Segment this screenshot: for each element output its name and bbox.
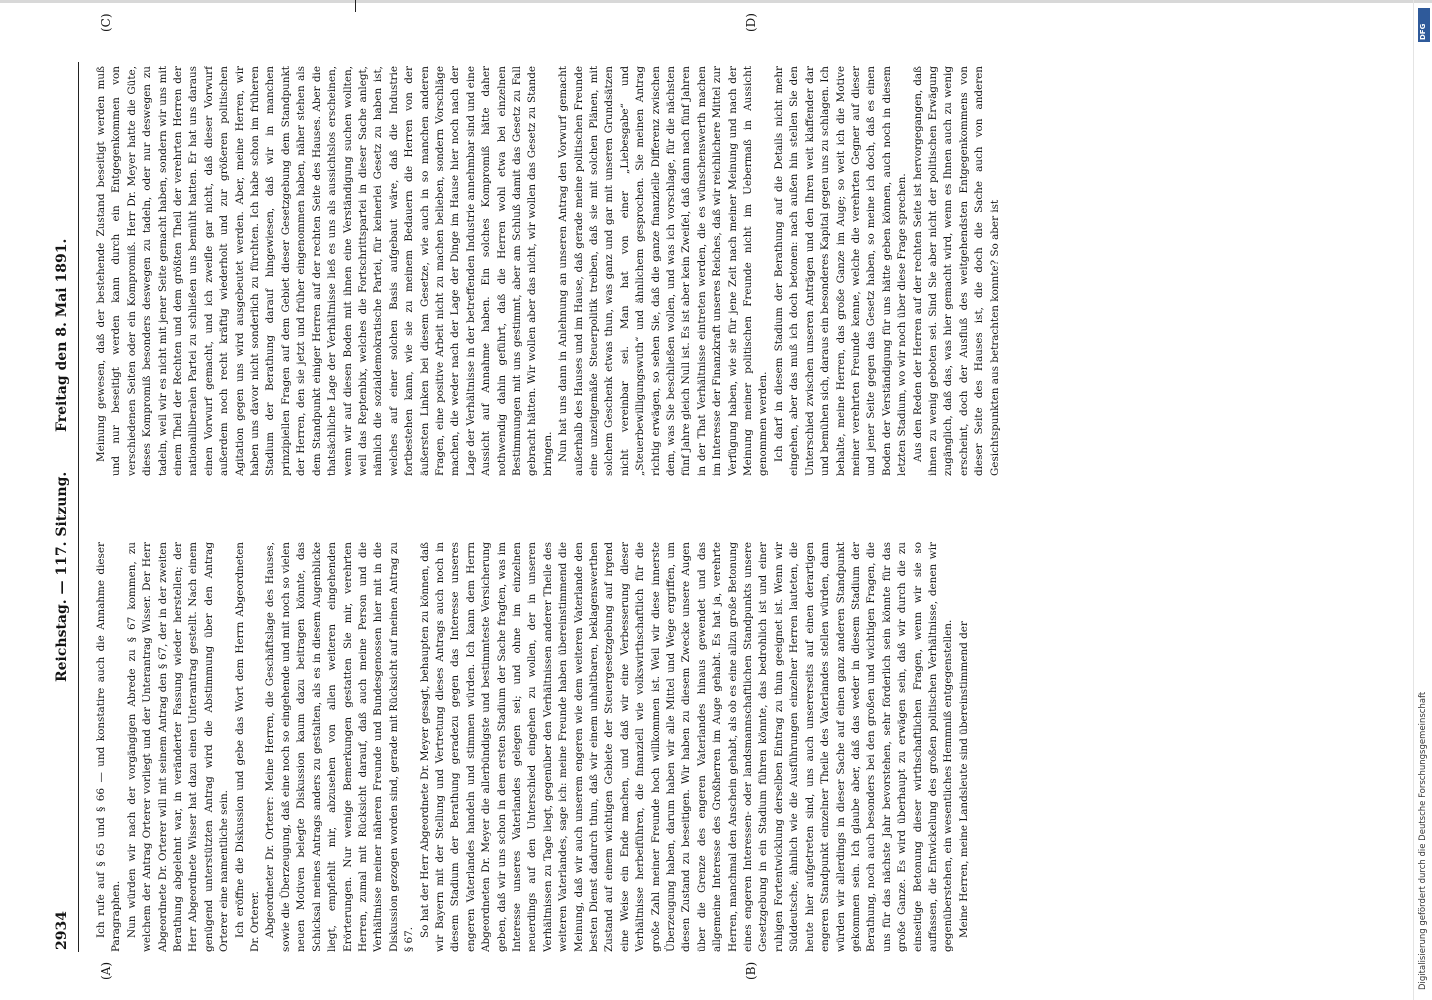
paragraph: Nun hat uns dann in Anlehnung an unseren Antrag den Vorwurf gemacht außerhalb des Hauses und im Hause, daß gerade meine politischen Freunde eine unzeitgemäße Steuerpolitik treiben, daß sie mit solchen Plänen, mit solchem Geschenk etwas thun, was ganz und gar mit unseren Grundsätzen nicht vereinbar sei. Man hat von einer „Liebesgabe“ und „Steuerbewilligungswuth“ und ähnlichem gesprochen. Sie meinen Antrag richtig erwägen, so sehen Sie, daß die ganze finanzielle Differenz zwischen dem, was Sie beschließen wollen, und was ich vorschlage, für die nächsten fünf Jahre gleich Null ist. Es ist aber kein Zweifel, daß dann nach fünf Jahren in der That Verhältnisse eintreten werden, die es wünschenswerth machen im Interesse der Finanzkraft unseres Reiches, daß wir reichlichere Mittel zur Verfügung haben, wie sie für jene Zeit nach meiner Meinung und nach der Meinung meiner politischen Freunde nicht im Uebermaß in Aussicht genommen werden. [557, 66, 770, 476]
paragraph: Meinung gewesen, daß der bestehende Zustand beseitigt werden muß und nur beseitigt werden kann durch ein Entgegenkommen von verschiedenen Seiten oder ein Kompromiß. Herr Dr. Meyer hatte die Güte, dieses Kompromiß besonders deswegen zu tadeln, oder nur deswegen zu tadeln, weil wir es nicht mit jener Seite gemacht haben, sondern wir uns mit einem Theil der Rechten und dem größten Theil der verehrten Herren der nationalliberalen Partei zu schließen uns bemüht hatten. Er hat uns daraus einen Vorwurf gemacht, und ich zweifle gar nicht, daß dieser Vorwurf außerdem noch recht kräftig wiederholt und zur größeren politischen Agitation gegen uns wird ausgebeutet werden. Aber, meine Herren, wir haben uns davor nicht sonderlich zu fürchten. Ich habe schon im früheren Stadium der Berathung darauf hingewiesen, daß wir in manchen prinzipiellen Fragen auf dem Gebiet dieser Gesetzgebung dem Standpunkt der Herren, den sie jetzt und früher eingenommen haben, näher stehen als dem Standpunkt einiger Herren auf der rechten Seite des Hauses. Aber die thatsächliche Lage der Verhältnisse ließ es uns als aussichtslos erscheinen, wenn wir auf diesen Boden mit ihnen eine Verständigung suchen wollten, weil das Reptenbix, welches die Fortschrittspartei in dieser Sache anlegt, nämlich die sozialdemokratische Partei, für keinerlei Gesetz zu haben ist, welches auf einer solchen Basis aufgebaut wäre, daß die Industrie fortbestehen kann, wie sie zu meinem Bedauern die Herren von der äußersten Linken bei diesem Gesetze, wie auch in so manchen anderen Fragen, eine positive Arbeit nicht zu machen belieben, sondern Vorschläge machen, die weder nach der Lage der Dinge im Hause hier noch nach der Lage der Verhältnisse in der betreffenden Industrie annehmbar sind und eine Aussicht auf Annahme haben. Ein solches Kompromiß hätte daher nothwendig dahin geführt, daß die Herren wohl etwa bei einzelnen Bestimmungen mit uns gestimmt, aber am Schluß damit das Gesetz zu Fall gebracht hätten. Wir wollen aber das nicht, wir wollen das Gesetz zu Stande bringen. [95, 66, 554, 476]
page-number: 2934 [54, 911, 70, 950]
paragraph: Ich rufe auf § 65 und § 66 — und konstatire auch die Annahme dieser Paragraphen. [95, 542, 123, 952]
session-date: Freitag den 8. Mai 1891. [54, 238, 70, 432]
paragraph: Meine Herren, meine Landsleute sind übereinstimmend der [957, 621, 970, 938]
paragraph: Nun würden wir nach der vorgängigen Abrede zu § 67 kommen, zu welchem der Antrag Orterer vorliegt und der Unterantrag Wisser. Der Herr Abgeordnete Dr. Orterer will mit seinem Antrag den § 67, der in der zweiten Berathung abgelehnt war, in veränderter Fassung wieder herstellen; der Herr Abgeordnete Wisser hat dazu einen Unterantrag gestellt. Nach einem genügend unterstützten Antrag wird die Abstimmung über den Antrag Orterer eine namentliche sein. [125, 542, 231, 952]
margin-marker-a: (A) [99, 961, 113, 980]
margin-marker-c: (C) [99, 13, 113, 32]
scan-border-right [1413, 0, 1414, 1000]
page-header [52, 62, 79, 952]
paragraph: Aus den Reden der Herren auf der rechten Seite ist hervorgegangen, daß ihnen zu wenig geboten sei. Sind Sie aber nicht der politischen Erwägung zugänglich, daß das, was hier gemacht wird, wenn es Ihnen auch zu wenig erscheint, doch der Ausfluß des weitgehendsten Entgegenkommens von dieser Seite des Hauses ist, die doch die Sache auch von anderen Gesichtspunkten aus betrachten konnte? So aber ist [911, 66, 1001, 476]
margin-marker-d: (D) [744, 13, 758, 32]
session-title: Reichstag. — 117. Sitzung. [54, 471, 70, 682]
paragraph: So hat der Herr Abgeordnete Dr. Meyer gesagt, behaupten zu können, daß wir Bayern mit der Stellung und Vertretung dieses Antrags auch noch in diesem Stadium der Berathung geradezu gegen das Interesse unseres engeren Vaterlandes handeln und stimmen würden. Ich kann dem Herrn Abgeordneten Dr. Meyer die allerbündigste und bestimmteste Versicherung geben, daß wir uns schon in dem ersten Stadium der Sache fragten, was im Interesse unseres Vaterlandes gelegen sei; und ohne im einzelnen neuerdings auf den Unterschied eingehen zu wollen, der in unseren Verhältnissen zu Tage liegt, gegenüber den Verhältnissen anderer Theile des weiteren Vaterlandes, sage ich: meine Freunde haben übereinstimmend die Meinung, daß wir auch unserem engeren wie dem weiteren Vaterlande den besten Dienst dadurch thun, daß wir einem unhaltbaren, beklagenswerthen Zustand auf einem wichtigen Gebiete der Steuergesetzgebung auf irgend eine Weise ein Ende machen, und daß wir eine Verbesserung dieser Verhältnisse herbeiführen, die finanziell wie volkswirthschaftlich für die große Zahl meiner Freunde hoch willkommen ist. Weil wir diese innerste Überzeugung haben, darum haben wir alle Mittel und Wege ergriffen, um diesen Zustand zu beseitigen. Wir haben zu diesem Zwecke unsere Augen über die Grenze des engeren Vaterlandes hinaus gewendet und das allgemeine Interesse des Großherren im Auge gehabt. Es hat ja, verehrte Herren, manchmal den Anschein gehabt, als ob es eine allzu große Betonung eines engeren Interessen- oder landsmannschaftlichen Standpunkts unsere Gesetzgebung in ein Stadium führen könnte, das bedrohlich ist und einer ruhigen Fortentwicklung derselben Eintrag zu thun geeignet ist. Wenn wir Süddeutsche, ähnlich wie die Ausführungen einzelner Herren lauteten, die heute hier aufgetreten sind, uns auch unsererseits auf einen derartigen engeren Standpunkt einzelner Theile des Vaterlandes stellen würden, dann würden wir allerdings in dieser Sache auf einen ganz anderen Standpunkt gekommen sein. Ich glaube aber, daß das weder in diesem Stadium der Berathung, noch auch besonders bei den großen und wichtigen Fragen, die uns für das nächste Jahr bevorstehen, sehr förderlich sein könnte für das große Ganze. Es wird überhaupt zu erwägen sein, daß wir durch die zu einseitige Betonung dieser wirthschaftlichen Fragen, wenn wir sie so auffassen, die Entwickelung des großen politischen Verhältnisse, denen wir gegenüberstehen, ein wesentliches Hemmniß entgegenstellen. [418, 542, 955, 952]
margin-marker-b: (B) [744, 961, 758, 980]
paragraph: Ich darf in diesem Stadium der Berathung auf die Details nicht mehr eingehen, aber das muß ich doch betonen: nach außen hin stellen Sie den Unterschied zwischen unseren Anträgen und den Ihren weit klaffender dar und bemühen sich, daraus ein besonderes Kapital gegen uns zu schlagen. Ich behalte, meine Herren, das große Ganze im Auge; so weit ich die Motive meiner verehrten Freunde kenne, welche die verehrten Gegner auf dieser und jener Seite gegen das Gesetz haben, so meine ich doch, daß es einen Boden der Verständigung für uns hätte geben können, auch noch in diesem letzten Stadium, wo wir noch über diese Frage sprechen. [772, 66, 909, 476]
dfg-logo [1418, 8, 1430, 42]
dfg-logo-text: DFG [1419, 23, 1427, 40]
digitization-credit: Digitalisierung gefördert durch die Deutsche Forschungsgemeinschaft [1418, 691, 1428, 990]
left-column [94, 542, 1326, 952]
paragraph: Ich eröffne die Diskussion und gebe das Wort dem Herrn Abgeordneten Dr. Orterer. [233, 542, 262, 952]
paragraph: Abgeordneter Dr. Orterer: Meine Herren, die Geschäftslage des Hauses, sowie die Überzeugung, daß eine noch so eingehende und mit noch so vielen neuen Motiven belegte Diskussion kaum dazu beitragen könnte, das Schicksal meines Antrags anders zu gestalten, als es in diesem Augenblicke liegt, empfiehlt mir, abzusehen von allen weiteren eingehenden Erörterungen. Nur wenige Bemerkungen gestatten Sie mir, verehrten Herren, zumal mit Rücksicht darauf, daß auch meine Person und die Verhältnisse meiner näheren Freunde und Bundesgenossen hier mit in die Diskussion gezogen worden sind, gerade mit Rücksicht auf meinen Antrag zu § 67. [264, 542, 416, 952]
right-column [94, 66, 1326, 476]
